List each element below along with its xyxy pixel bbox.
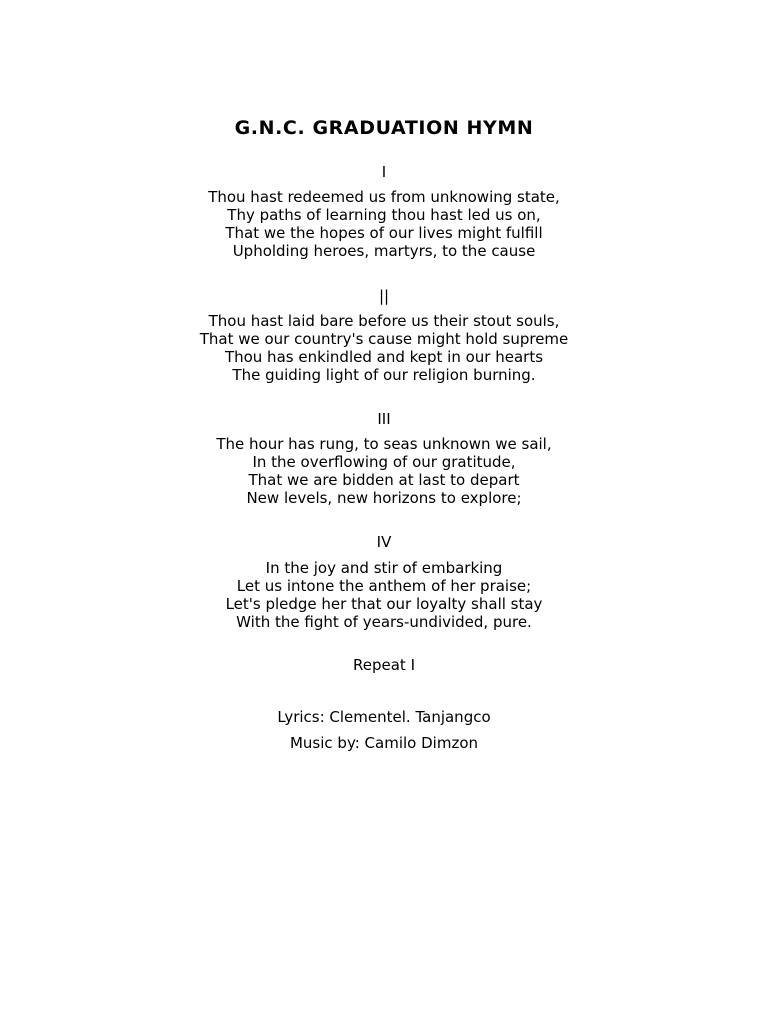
stanza-4: [0, 559, 768, 631]
verse-line: Thou hast redeemed us from unknowing state,: [208, 188, 560, 206]
stanza-1: [0, 188, 768, 260]
verse-line: New levels, new horizons to explore;: [246, 489, 522, 507]
music-credit: Music by: Camilo Dimzon: [289, 734, 479, 752]
verse-line: Let's pledge her that our loyalty shall stay: [225, 595, 543, 613]
page-title: G.N.C. GRADUATION HYMN: [234, 117, 534, 139]
verse-line: Thou has enkindled and kept in our hearts: [224, 348, 544, 366]
verse-line: That we our country's cause might hold supreme: [199, 330, 569, 348]
verse-line: In the overflowing of our gratitude,: [252, 453, 516, 471]
repeat-note: Repeat I: [353, 656, 415, 674]
stanza-3: [0, 435, 768, 507]
verse-line: In the joy and stir of embarking: [265, 559, 503, 577]
stanza-marker-3: III: [377, 410, 391, 428]
verse-line: Thy paths of learning thou hast led us on,: [227, 206, 541, 224]
stanza-marker-1: I: [381, 163, 387, 181]
verse-line: The hour has rung, to seas unknown we sail,: [216, 435, 552, 453]
verse-line: Upholding heroes, martyrs, to the cause: [232, 242, 536, 260]
verse-line: That we the hopes of our lives might fulfill: [225, 224, 543, 242]
verse-line: Let us intone the anthem of her praise;: [236, 577, 532, 595]
verse-line: That we are bidden at last to depart: [248, 471, 520, 489]
verse-line: With the fight of years-undivided, pure.: [236, 613, 532, 631]
verse-line: Thou hast laid bare before us their stout souls,: [208, 312, 560, 330]
lyrics-credit: Lyrics: Clementel. Tanjangco: [277, 708, 491, 726]
stanza-2: [0, 312, 768, 384]
stanza-marker-4: IV: [376, 533, 392, 551]
verse-line: The guiding light of our religion burning.: [232, 366, 536, 384]
stanza-marker-2: ||: [378, 287, 390, 305]
